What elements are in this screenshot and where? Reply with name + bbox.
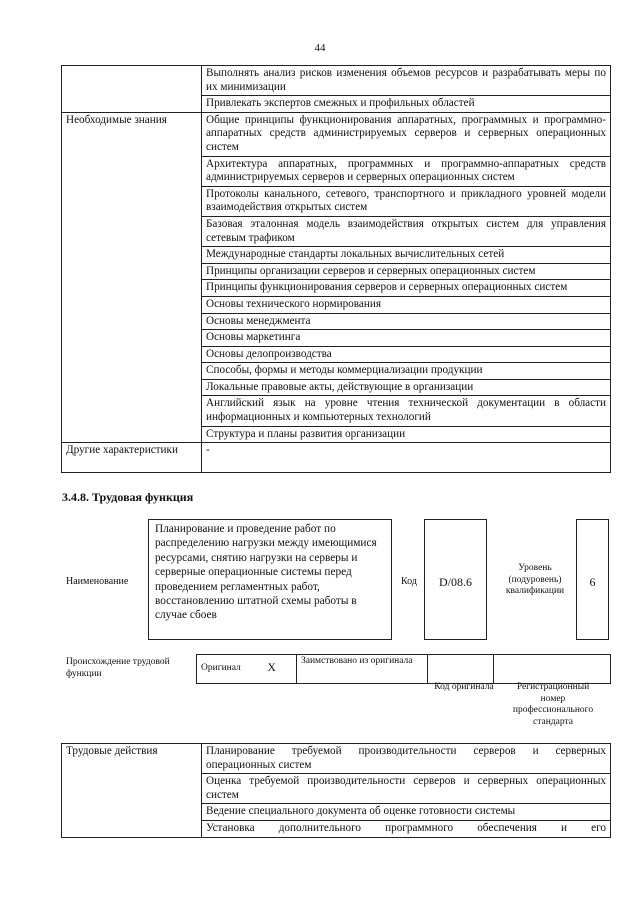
row-label: Другие характеристики (62, 443, 202, 473)
code-caption: Код оригинала (434, 682, 494, 692)
origin-table (196, 654, 611, 684)
code-box (424, 519, 487, 640)
original-code-cell (428, 655, 494, 684)
level-label: Уровень (подуровень) квалификации (505, 563, 565, 596)
action-text: Установка дополнительного программного обеспечения и его (202, 820, 611, 837)
name-label: Наименование (66, 576, 129, 587)
actions-label: Трудовые действия (62, 744, 202, 838)
row-text: Основы делопроизводства (202, 346, 611, 363)
row-text: Принципы организации серверов и серверных операционных систем (202, 263, 611, 280)
row-text: Выполнять анализ рисков изменения объемов ресурсов и разрабатывать меры по их минимизации (202, 66, 611, 96)
original-label: Оригинал (197, 655, 264, 684)
function-code: D/08.6 (439, 575, 472, 589)
original-mark: X (264, 655, 297, 684)
row-label: Необходимые знания (62, 112, 202, 442)
table-row (62, 96, 611, 113)
function-name-box (148, 519, 392, 640)
code-label: Код (401, 576, 417, 587)
row-text: Структура и планы развития организации (202, 426, 611, 443)
row-text: Способы, формы и методы коммерциализации продукции (202, 363, 611, 380)
function-name: Планирование и проведение работ по распределению нагрузки между имеющимися ресурсами, снятию нагрузки на серверы и серверные операционные системы перед проведением регламентных работ, восстановлению штатной схемы работы в случае сбоев (155, 523, 377, 622)
knowledge-table (61, 65, 611, 473)
action-text: Планирование требуемой производительности серверов и серверных операционных систем (202, 744, 611, 774)
level-box (576, 519, 609, 640)
origin-row (197, 655, 611, 684)
row-label (62, 66, 202, 96)
table-row (62, 66, 611, 96)
row-text: Привлекать экспертов смежных и профильных областей (202, 96, 611, 113)
qualification-level: 6 (589, 575, 596, 589)
row-label (62, 96, 202, 113)
row-text: Основы менеджмента (202, 313, 611, 330)
row-text: Общие принципы функционирования аппаратных, программных и программно-аппаратных средств администрируемых серверов и серверных операционных систем (202, 112, 611, 156)
row-text: Протоколы канального, сетевого, транспортного и прикладного уровней модели взаимодействия открытых систем (202, 186, 611, 216)
row-text: Основы маркетинга (202, 330, 611, 347)
table-row (62, 744, 611, 774)
table-row (62, 112, 611, 156)
row-text: Базовая эталонная модель взаимодействия открытых систем для управления сетевым трафиком (202, 216, 611, 246)
row-text: Локальные правовые акты, действующие в организации (202, 379, 611, 396)
action-text: Оценка требуемой производительности серверов и серверных операционных систем (202, 774, 611, 804)
registration-number-cell (494, 655, 611, 684)
section-title: 3.4.8. Трудовая функция (62, 490, 194, 504)
row-text: Английский язык на уровне чтения технической документации в области информационных и компьютерных технологий (202, 396, 611, 426)
row-text: - (202, 443, 611, 473)
page-number: 44 (314, 42, 326, 54)
table-row (62, 443, 611, 473)
actions-table (61, 743, 611, 838)
row-text: Международные стандарты локальных вычислительных сетей (202, 247, 611, 264)
borrowed-label: Заимствовано из оригинала (297, 655, 428, 684)
row-text: Основы технического нормирования (202, 296, 611, 313)
row-text: Принципы функционирования серверов и серверных операционных систем (202, 280, 611, 297)
origin-label: Происхождение трудовой функции (66, 657, 170, 679)
reg-caption: Регистрационный номер профессионального стандарта (512, 682, 594, 727)
action-text: Ведение специального документа об оценке готовности системы (202, 804, 611, 821)
row-text: Архитектура аппаратных, программных и программно-аппаратных средств администрируемых серверов и серверных операционных систем (202, 156, 611, 186)
